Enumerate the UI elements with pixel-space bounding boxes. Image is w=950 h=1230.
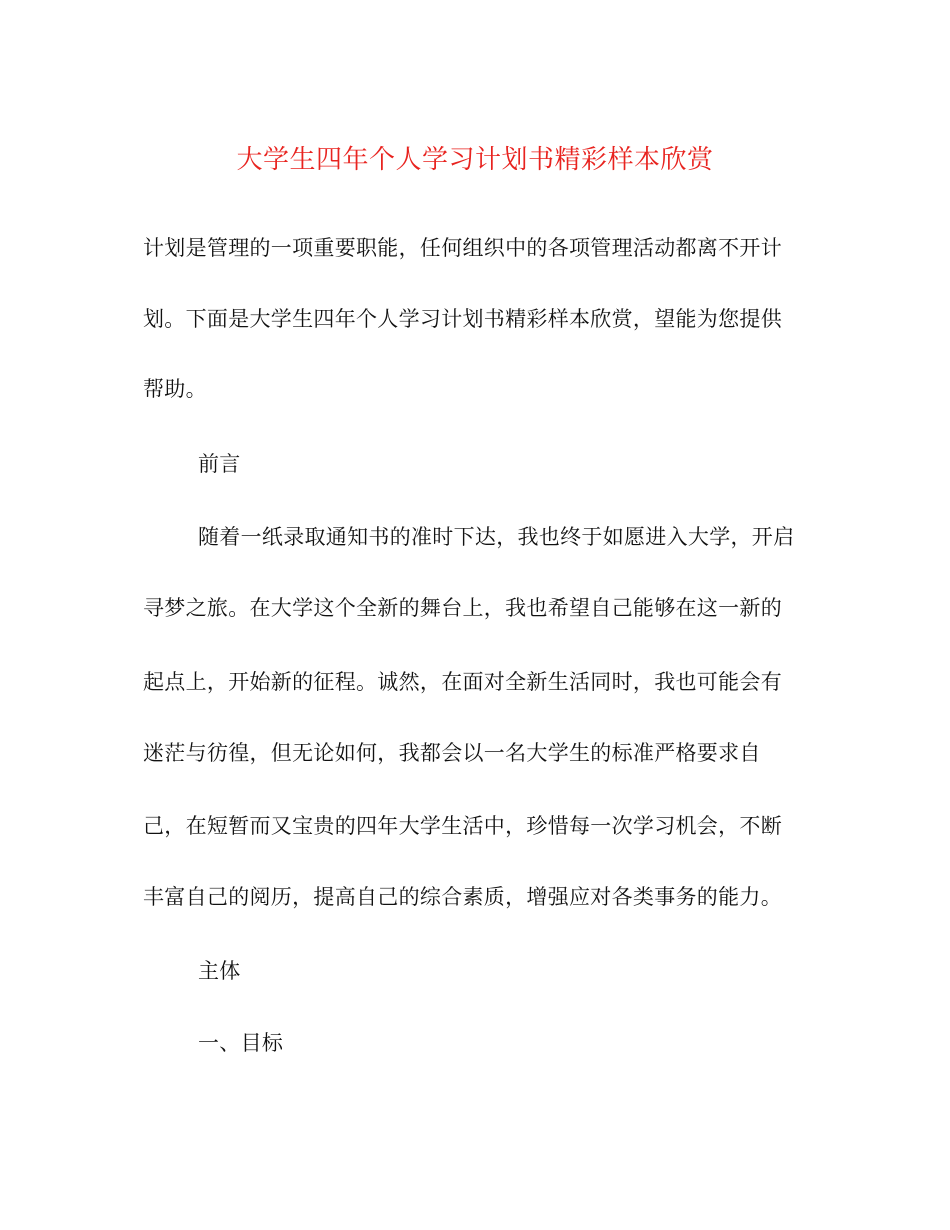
preface-line-1: 随着一纸录取通知书的准时下达，我也终于如愿进入大学，开启 bbox=[198, 525, 795, 549]
preface-line-5: 己，在短暂而又宝贵的四年大学生活中，珍惜每一次学习机会，不断 bbox=[143, 814, 782, 838]
preface-line-3: 起点上，开始新的征程。诚然，在面对全新生活同时，我也可能会有 bbox=[143, 670, 782, 694]
intro-line-2: 划。下面是大学生四年个人学习计划书精彩样本欣赏，望能为您提供 bbox=[143, 307, 782, 331]
intro-line-3: 帮助。 bbox=[143, 377, 207, 401]
preface-line-4: 迷茫与彷徨，但无论如何，我都会以一名大学生的标准严格要求自 bbox=[143, 741, 761, 765]
intro-line-1: 计划是管理的一项重要职能，任何组织中的各项管理活动都离不开计 bbox=[143, 236, 782, 260]
section-heading-body: 主体 bbox=[198, 959, 241, 983]
section-heading-preface: 前言 bbox=[198, 452, 241, 476]
preface-line-2: 寻梦之旅。在大学这个全新的舞台上，我也希望自己能够在这一新的 bbox=[143, 596, 782, 620]
subsection-heading-goal: 一、目标 bbox=[198, 1031, 284, 1055]
preface-line-6: 丰富自己的阅历，提高自己的综合素质，增强应对各类事务的能力。 bbox=[143, 885, 782, 909]
document-title: 大学生四年个人学习计划书精彩样本欣赏 bbox=[236, 145, 714, 175]
